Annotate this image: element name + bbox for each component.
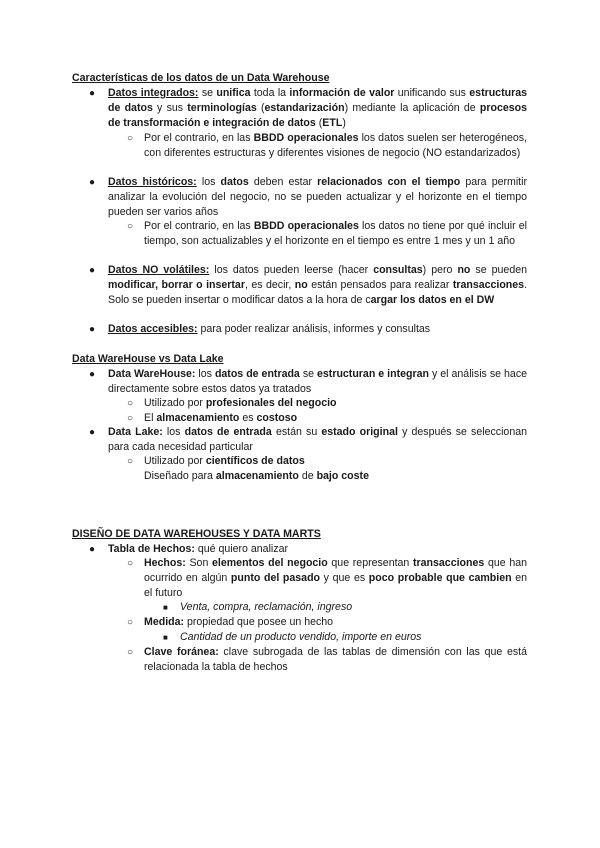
list-item-hechos-ejemplo: Venta, compra, reclamación, ingreso — [180, 601, 353, 613]
list-item-datos-historicos: Datos históricos: los datos deben estar relacionados con el tiempo para permitir analizar la evolución del negocio, no se pueden actualizar y el horizonte en el tiempo pueden ser varios años — [108, 176, 528, 218]
list-item-dw-almacenamiento: El almacenamiento es costoso — [144, 412, 298, 424]
list-item-medida: Medida: propiedad que posee un hecho — [144, 616, 334, 628]
square-bullet-icon: ■ — [163, 603, 168, 612]
list-item-dw-utilizado: Utilizado por profesionales del negocio — [144, 397, 337, 409]
list-item-clave-foranea: Clave foránea: clave subrogada de las tablas de dimensión con las que está relacionada la tabla de hechos — [144, 646, 527, 673]
bullet-icon: ● — [89, 88, 96, 99]
list-item-datos-no-volatiles: Datos NO volátiles: los datos pueden leerse (hacer consultas) pero no se pueden modificar, borrar o insertar, es decir, no están pensados para realizar transacciones. Solo se pueden insertar o modificar datos a la hora de cargar los datos en el DW — [108, 264, 528, 306]
circle-bullet-icon: ○ — [127, 221, 134, 232]
circle-bullet-icon: ○ — [127, 647, 134, 658]
circle-bullet-icon: ○ — [127, 617, 134, 628]
circle-bullet-icon: ○ — [127, 398, 134, 409]
list-item-integrados-contrario: Por el contrario, en las BBDD operacionales los datos suelen ser heterogéneos, con diferentes estructuras y diferentes visiones de negocio (NO estandarizados) — [144, 132, 527, 159]
section-title-diseno: DISEÑO DE DATA WAREHOUSES Y DATA MARTS — [72, 528, 321, 540]
list-item-datos-integrados: Datos integrados: se unifica toda la información de valor unificando sus estructuras de datos y sus terminologías (estandarización) mediante la aplicación de procesos de transformación e integración de datos (ETL) — [108, 87, 528, 129]
list-item-tabla-hechos: Tabla de Hechos: qué quiero analizar — [108, 543, 288, 555]
section-title-caracteristicas: Características de los datos de un Data Warehouse — [72, 72, 330, 84]
square-bullet-icon: ■ — [163, 633, 168, 642]
bullet-icon: ● — [89, 324, 96, 335]
bullet-icon: ● — [89, 265, 96, 276]
section-title-dw-vs-dl: Data WareHouse vs Data Lake — [72, 353, 224, 365]
list-item-dl-utilizado: Utilizado por científicos de datos — [144, 455, 305, 467]
list-item-data-lake: Data Lake: los datos de entrada están su estado original y después se seleccionan para cada necesidad particular — [108, 426, 527, 453]
circle-bullet-icon: ○ — [127, 413, 134, 424]
circle-bullet-icon: ○ — [127, 456, 134, 467]
list-item-hechos: Hechos: Son elementos del negocio que representan transacciones que han ocurrido en algún punto del pasado y que es poco probable que cambien en el futuro — [144, 557, 528, 599]
list-item-historicos-contrario: Por el contrario, en las BBDD operacionales los datos no tiene por qué incluir el tiempo, son actualizables y el horizonte en el tiempo es entre 1 mes y un 1 año — [144, 220, 527, 247]
list-item-data-warehouse: Data WareHouse: los datos de entrada se estructuran e integran y el análisis se hace directamente sobre estos datos ya tratados — [108, 368, 528, 395]
bullet-icon: ● — [89, 544, 96, 555]
list-item-medida-ejemplo: Cantidad de un producto vendido, importe en euros — [180, 631, 422, 643]
list-item-dl-disenado: Diseñado para almacenamiento de bajo coste — [144, 470, 369, 482]
list-item-datos-accesibles: Datos accesibles: para poder realizar análisis, informes y consultas — [108, 323, 431, 335]
bullet-icon: ● — [89, 369, 96, 380]
circle-bullet-icon: ○ — [127, 558, 134, 569]
circle-bullet-icon: ○ — [127, 133, 134, 144]
bullet-icon: ● — [89, 427, 96, 438]
bullet-icon: ● — [89, 177, 96, 188]
